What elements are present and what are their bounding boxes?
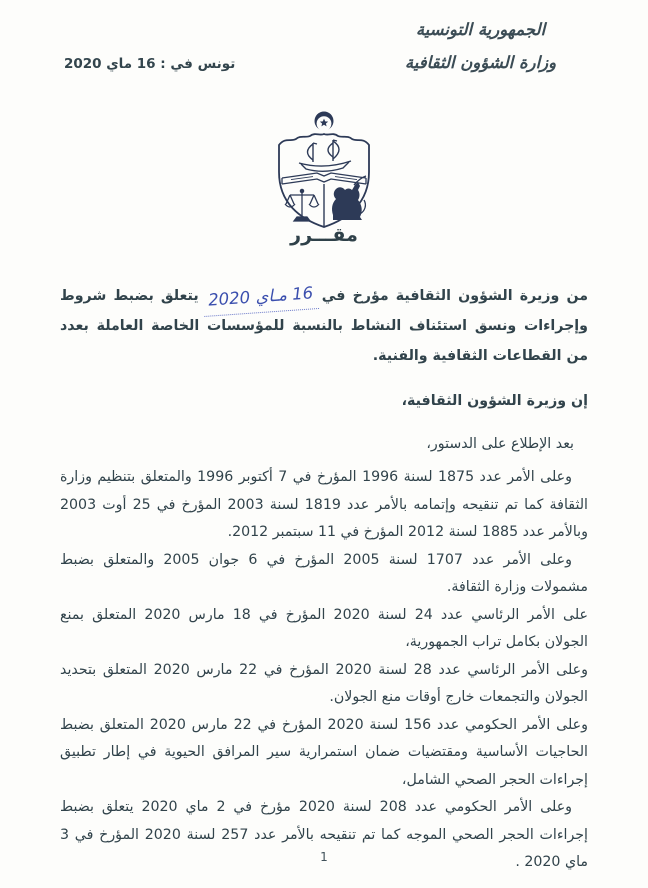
letterhead-republic: الجمهورية التونسية xyxy=(415,20,546,39)
intro-before-date: من وزيرة الشؤون الثقافية مؤرخ في xyxy=(321,288,588,304)
ship-icon xyxy=(299,140,351,171)
handwritten-date: 16 مـاي 2020 xyxy=(202,278,319,317)
intro-after-date: يتعلق بضبط شروط وإجراءات ونسق استئناف النشاط بالنسبة للمؤسسات الخاصة العاملة بعدد من القطاعات الثقافية والفنية. xyxy=(60,288,588,364)
document-title: مقـــرر xyxy=(290,224,358,246)
citation-item: وعلى الأمر الحكومي عدد 156 لسنة 2020 المؤرخ في 22 مارس 2020 المتعلق بضبط الحاجيات الأساسية ومقتضيات ضمان استمرارية سير المرافق الحيوية في إطار تطبيق إجراءات الحجر الصحي الشامل، xyxy=(60,716,588,788)
tunisia-coat-of-arms-icon xyxy=(269,110,379,234)
citation-item: وعلى الأمر عدد 1707 لسنة 2005 المؤرخ في 6 جوان 2005 والمتعلق بضبط مشمولات وزارة الثقافة. xyxy=(60,551,588,595)
letterhead-ministry: وزارة الشؤون الثقافية xyxy=(404,53,557,72)
lion-icon xyxy=(332,176,366,220)
crescent-star-icon xyxy=(315,112,334,132)
citation-item: وعلى الأمر عدد 1875 لسنة 1996 المؤرخ في 7 أكتوبر 1996 والمتعلق بتنظيم وزارة الثقافة كما تم تنقيحه وإتمامه بالأمر عدد 1819 لسنة 2003 المؤرخ في 25 أوت 2003 وبالأمر عدد 1885 لسنة 2012 المؤرخ في 11 سبتمبر 2012. xyxy=(60,469,588,540)
document-body xyxy=(60,280,588,877)
citations-list xyxy=(60,464,588,877)
minister-line: إن وزيرة الشؤون الثقافية، xyxy=(401,393,588,409)
motto-banner xyxy=(282,173,366,184)
preamble-line: بعد الإطلاع على الدستور، xyxy=(426,436,574,452)
citation-item: وعلى الأمر الرئاسي عدد 28 لسنة 2020 المؤرخ في 22 مارس 2020 المتعلق بتحديد الجولان والتجمعات خارج أوقات منع الجولان. xyxy=(60,661,588,705)
intro-paragraph xyxy=(60,280,588,371)
letterhead xyxy=(363,13,598,79)
page-number: 1 xyxy=(320,850,328,864)
citation-item: على الأمر الرئاسي عدد 24 لسنة 2020 المؤرخ في 18 مارس 2020 المتعلق بمنع الجولان بكامل تراب الجمهورية، xyxy=(60,606,588,650)
citation-item: وعلى الأمر الحكومي عدد 208 لسنة 2020 مؤرخ في 2 ماي 2020 يتعلق بضبط إجراءات الحجر الصحي الموجه كما تم تنقيحه بالأمر عدد 257 لسنة 2020 المؤرخ في 3 ماي 2020 . xyxy=(60,799,588,870)
place-date-line: تونس في : 16 ماي 2020 xyxy=(64,56,236,72)
coat-of-arms-svg xyxy=(269,110,379,230)
